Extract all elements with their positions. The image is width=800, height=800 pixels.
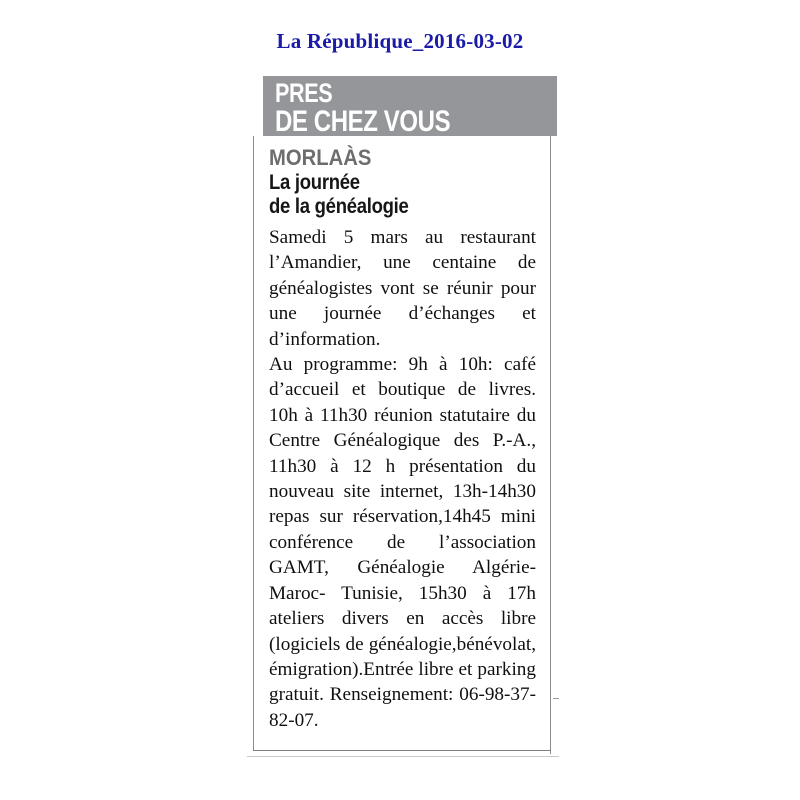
article-body [269,225,536,733]
article-paragraph: Au programme: 9h à 10h: café d’accueil et boutique de livres. 10h à 11h30 réunion statutaire du Centre Généalogique des P.-A., 11h30 à 12 h présentation du nouveau site internet, 13h-14h30 repas sur réservation,14h45 mini conférence de l’association GAMT, Généalogie Algérie-Maroc- Tunisie, 15h30 à 17h ateliers divers en accès libre (logiciels de généalogie,bénévolat, émigration).Entrée libre et parking gratuit. Renseignement: 06-98-37-82-07. [269,354,536,731]
section-banner-text [263,76,557,136]
article-kicker: MORLAÀS [269,145,372,170]
article-box [253,136,551,750]
article-headline-line1: La journée [269,171,360,194]
section-banner [263,76,557,136]
article-paragraph: Samedi 5 mars au restaurant l’Amandier, une centaine de généalogistes vont se réunir pour une journée d’échanges et d’information. [269,227,536,350]
clipping-bottom-rule [253,750,551,751]
section-banner-line1: PRES [275,78,333,108]
article-content [254,136,550,739]
clipping-right-tick [553,698,559,699]
clipping-bottom-rule-secondary [247,756,559,757]
article-headline-line2: de la généalogie [269,195,409,218]
section-banner-line2: DE CHEZ VOUS [275,105,451,136]
page-title: La République_2016-03-02 [276,29,524,53]
clipping-right-edge [550,136,551,754]
